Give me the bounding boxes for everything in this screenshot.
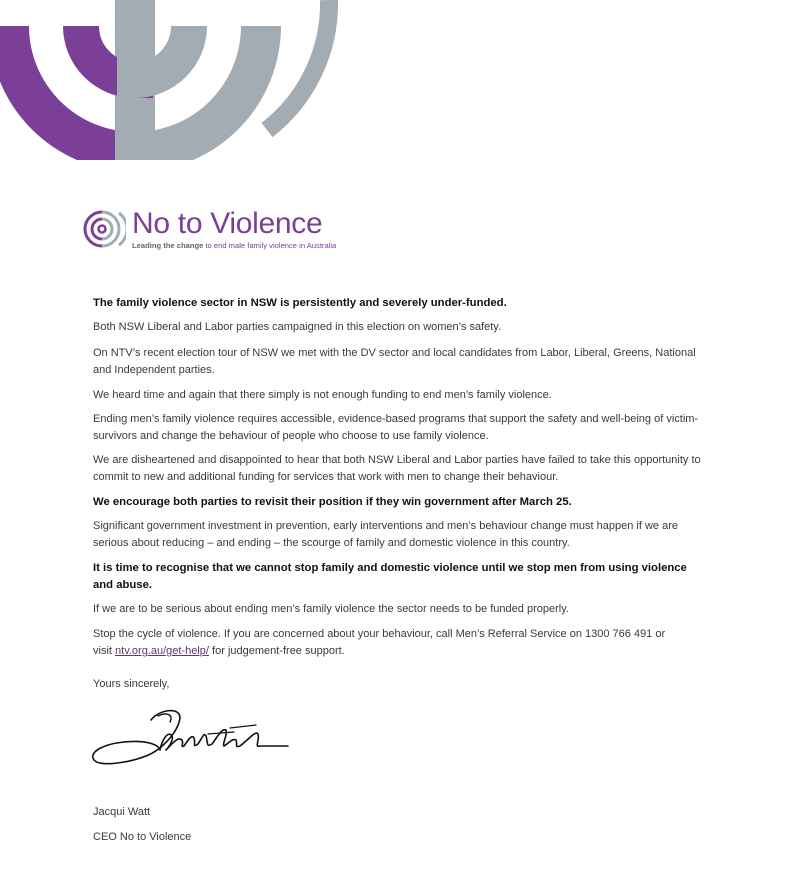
paragraph: If we are to be serious about ending men’s family violence the sector needs to be funded properly.: [93, 603, 569, 615]
paragraph: We heard time and again that there simply is not enough funding to end men’s family violence.: [93, 389, 552, 401]
logo-rings-icon: [82, 209, 126, 249]
handwritten-signature: [88, 700, 293, 775]
bold-statement: It is time to recognise that we cannot stop family and domestic violence until we stop men from using violence and abuse.: [93, 562, 687, 591]
paragraph: Both NSW Liberal and Labor parties campaigned in this election on women’s safety.: [93, 321, 502, 333]
letter-body: [93, 295, 703, 660]
bold-statement: We encourage both parties to revisit their position if they win government after March 25.: [93, 496, 572, 508]
paragraph: Significant government investment in prevention, early interventions and men’s behaviour change must happen if we are serious about reducing – and ending – the scourge of family and domestic violence in this country.: [93, 520, 678, 549]
logo-wordmark: No to Violence: [132, 207, 323, 240]
signatory-title: CEO No to Violence: [93, 831, 192, 843]
signatory-name: Jacqui Watt: [93, 806, 151, 818]
logo-tagline: Leading the change to end male family violence in Australia: [132, 241, 337, 250]
paragraph: We are disheartened and disappointed to hear that both NSW Liberal and Labor parties have failed to take this opportunity to commit to new and additional funding for services that work with men to change their behaviour.: [93, 454, 701, 483]
no-to-violence-logo: [82, 208, 336, 251]
decorative-rings-graphic: [0, 0, 345, 160]
salutation: Yours sincerely,: [93, 678, 170, 690]
paragraph-help: Stop the cycle of violence. If you are concerned about your behaviour, call Men’s Referral Service on 1300 766 491 or visit ntv.org.au/get-help/ for judgement-free support.: [93, 628, 666, 657]
paragraph: Ending men’s family violence requires accessible, evidence-based programs that support the safety and well-being of victim-survivors and change the behaviour of people who choose to use family violence.: [93, 413, 699, 442]
heading-statement: The family violence sector in NSW is persistently and severely under-funded.: [93, 297, 507, 309]
help-link[interactable]: ntv.org.au/get-help/: [115, 645, 209, 657]
paragraph: On NTV’s recent election tour of NSW we met with the DV sector and local candidates from Labor, Liberal, Greens, National and Independent parties.: [93, 347, 696, 376]
